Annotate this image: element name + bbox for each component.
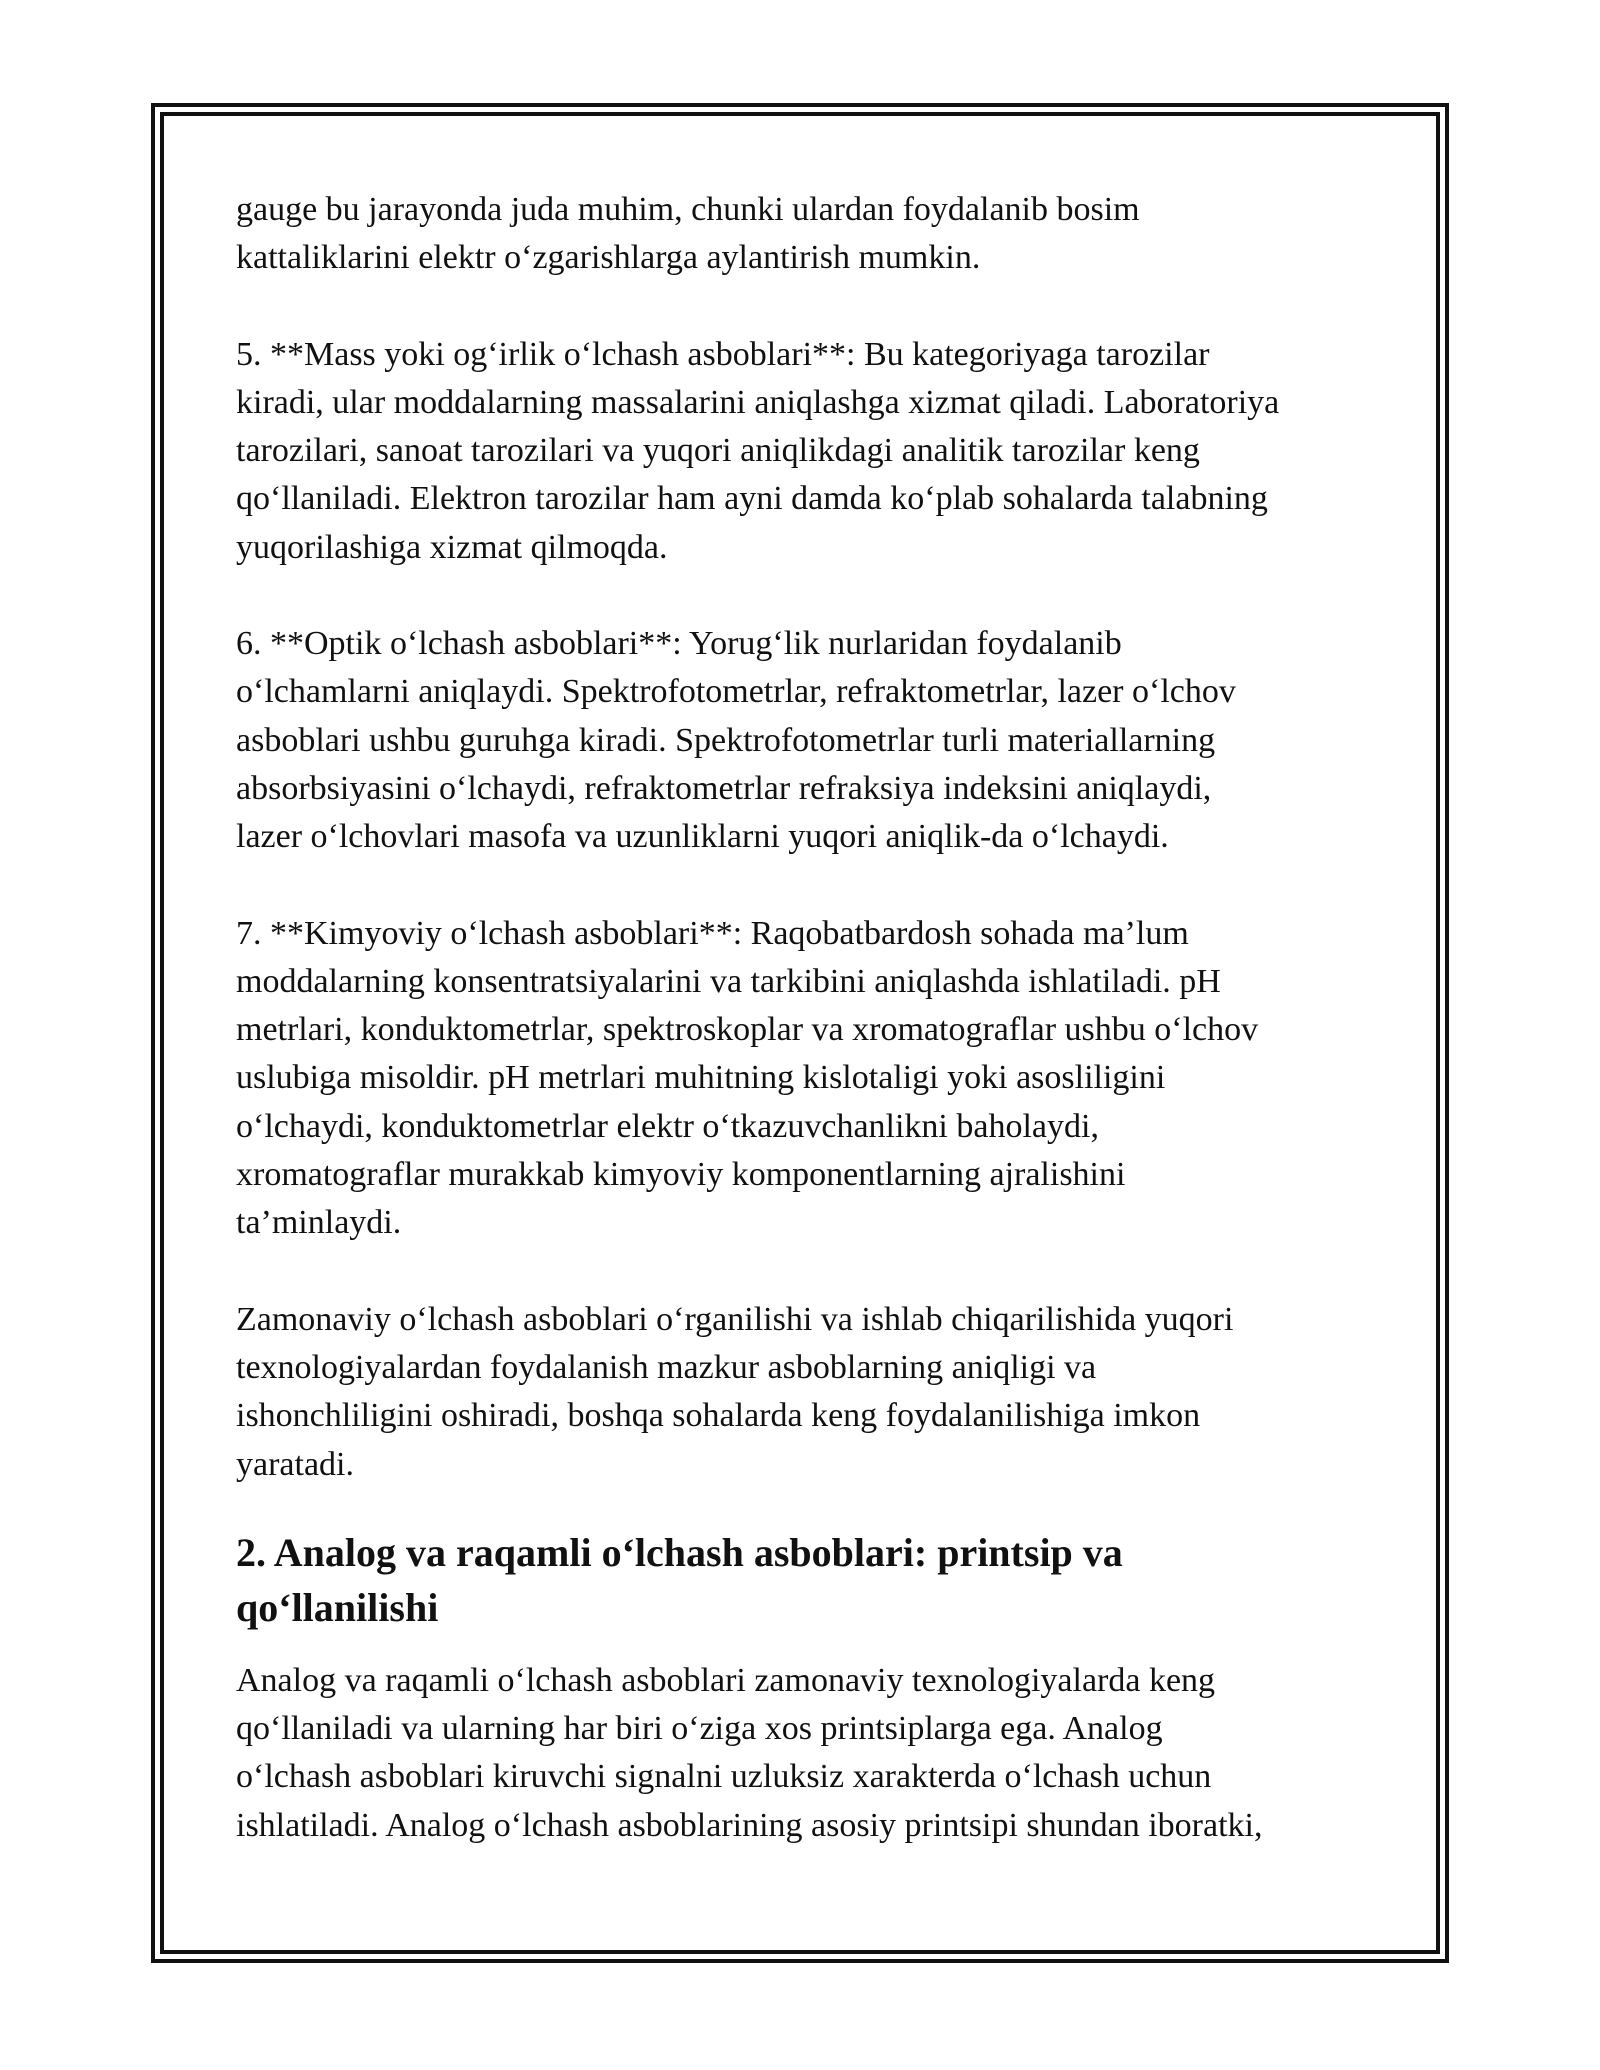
paragraph-optical-instruments — [236, 620, 1376, 861]
text-line: texnologiyalardan foydalanish mazkur asboblarning aniqligi va — [236, 1348, 1097, 1386]
text-line: xromatograflar murakkab kimyoviy komponentlarning ajralishini — [236, 1156, 1126, 1194]
section-heading — [236, 1525, 1376, 1635]
text-line: 6. **Optik o‘lchash asboblari**: Yorug‘lik nurlaridan foydalanib — [236, 625, 1122, 663]
text-line: o‘lchaydi, konduktometrlar elektr o‘tkazuvchanlikni baholaydi, — [236, 1107, 1099, 1145]
text-line: ishonchliligini oshiradi, boshqa sohalarda keng foydalanilishiga imkon — [236, 1397, 1201, 1435]
text-line: tarozilari, sanoat tarozilari va yuqori aniqlikdagi analitik tarozilar keng — [236, 432, 1200, 470]
text-line: yaratadi. — [236, 1445, 354, 1483]
text-line: asboblari ushbu guruhga kiradi. Spektrofotometrlar turli materiallarning — [236, 721, 1216, 759]
text-line: Zamonaviy o‘lchash asboblari o‘rganilishi va ishlab chiqarilishida yuqori — [236, 1300, 1234, 1338]
text-line: kattaliklarini elektr o‘zgarishlarga aylantirish mumkin. — [236, 239, 981, 277]
text-line: kiradi, ular moddalarning massalarini aniqlashga xizmat qiladi. Laboratoriya — [236, 383, 1280, 421]
page-content — [236, 186, 1376, 1898]
paragraph-modern-instruments — [236, 1296, 1376, 1489]
text-line: qo‘llaniladi. Elektron tarozilar ham ayni damda ko‘plab sohalarda talabning — [236, 480, 1268, 518]
text-line: 5. **Mass yoki og‘irlik o‘lchash asboblari**: Bu kategoriyaga tarozilar — [236, 335, 1210, 373]
text-line: gauge bu jarayonda juda muhim, chunki ulardan foydalanib bosim — [236, 191, 1140, 228]
text-line: metrlari, konduktometrlar, spektroskoplar va xromatograflar ushbu o‘lchov — [236, 1011, 1259, 1049]
heading-line: 2. Analog va raqamli o‘lchash asboblari: printsip va — [236, 1529, 1123, 1575]
text-line: Analog va raqamli o‘lchash asboblari zamonaviy texnologiyalarda keng — [236, 1661, 1216, 1699]
text-line: qo‘llaniladi va ularning har biri o‘ziga xos printsiplarga ega. Analog — [236, 1710, 1163, 1748]
paragraph-mass-instruments — [236, 331, 1376, 572]
heading-line: qo‘llanilishi — [236, 1584, 439, 1630]
text-line: ta’minlaydi. — [236, 1204, 402, 1242]
text-line: o‘lchash asboblari kiruvchi signalni uzluksiz xarakterda o‘lchash uchun — [236, 1758, 1212, 1796]
text-line: 7. **Kimyoviy o‘lchash asboblari**: Raqobatbardosh sohada ma’lum — [236, 914, 1189, 952]
paragraph-analog-digital-intro — [236, 1657, 1376, 1850]
text-line: lazer o‘lchovlari masofa va uzunliklarni yuqori aniqlik-da o‘lchaydi. — [236, 818, 1169, 856]
paragraph-chemical-instruments — [236, 910, 1376, 1248]
text-line: moddalarning konsentratsiyalarini va tarkibini aniqlashda ishlatiladi. pH — [236, 962, 1221, 1000]
text-line: yuqorilashiga xizmat qilmoqda. — [236, 528, 668, 566]
paragraph-pressure-gauge — [236, 186, 1376, 283]
text-line: ishlatiladi. Analog o‘lchash asboblarining asosiy printsipi shundan iboratki, — [236, 1806, 1263, 1844]
text-line: o‘lchamlarni aniqlaydi. Spektrofotometrlar, refraktometrlar, lazer o‘lchov — [236, 673, 1236, 711]
text-line: uslubiga misoldir. pH metrlari muhitning kislotaligi yoki asosliligini — [236, 1059, 1166, 1097]
text-line: absorbsiyasini o‘lchaydi, refraktometrlar refraksiya indeksini aniqlaydi, — [236, 769, 1212, 807]
